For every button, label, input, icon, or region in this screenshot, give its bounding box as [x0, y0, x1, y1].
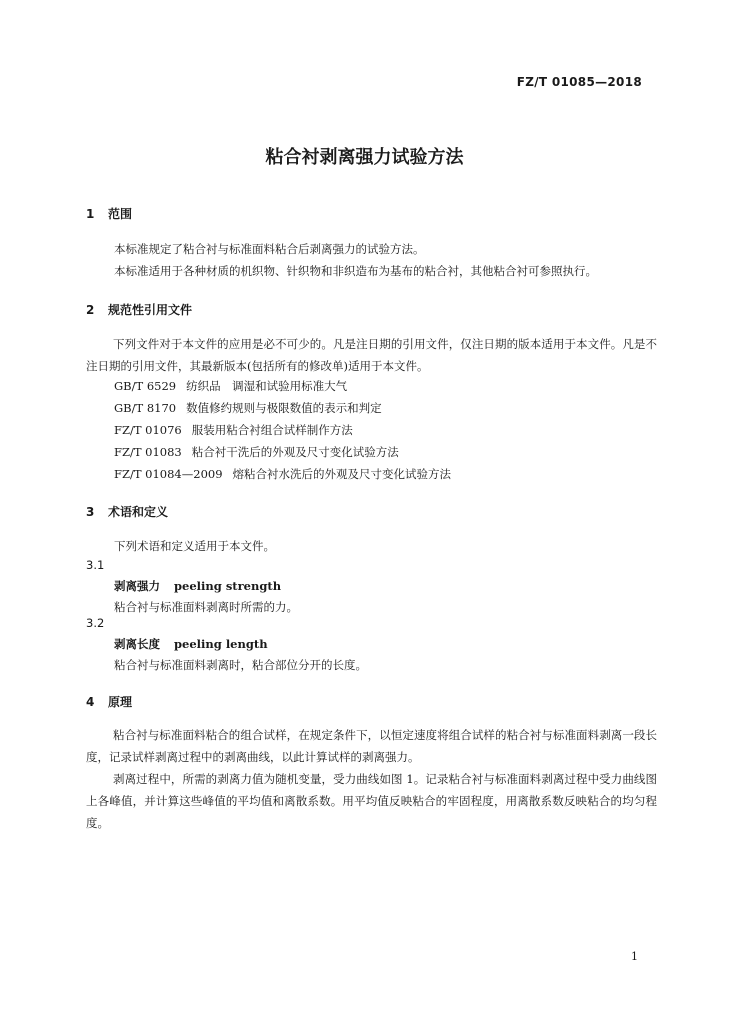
- references-intro: 下列文件对于本文件的应用是必不可少的。凡是注日期的引用文件，仅注日期的版本适用于本文件。凡是不注日期的引用文件，其最新版本(包括所有的修改单)适用于本文件。: [86, 337, 657, 373]
- principle-paragraph-1: 粘合衬与标准面料粘合的组合试样，在规定条件下，以恒定速度将组合试样的粘合衬与标准面料剥离一段长度，记录试样剥离过程中的剥离曲线，以此计算试样的剥离强力。: [86, 728, 657, 764]
- reference-title: 数值修约规则与极限数值的表示和判定: [186, 401, 382, 415]
- term-number: 3.1: [86, 558, 105, 572]
- page-title: 粘合衬剥离强力试验方法: [265, 147, 464, 168]
- section-number: 3: [86, 505, 95, 519]
- section-4-heading: [86, 693, 132, 710]
- reference-title: 熔粘合衬水洗后的外观及尺寸变化试验方法: [232, 467, 452, 481]
- scope-line-2: 本标准适用于各种材质的机织物、针织物和非织造布为基布的粘合衬，其他粘合衬可参照执行。: [114, 264, 597, 278]
- scope-line-1: 本标准规定了粘合衬与标准面料粘合后剥离强力的试验方法。: [114, 242, 425, 256]
- reference-code: FZ/T 01083: [114, 445, 182, 459]
- page-number: 1: [631, 950, 638, 963]
- standard-number: FZ/T 01085—2018: [516, 75, 642, 89]
- term-number: 3.2: [86, 616, 105, 630]
- principle-paragraph-2: 剥离过程中，所需的剥离力值为随机变量，受力曲线如图 1。记录粘合衬与标准面料剥离过程中受力曲线图上各峰值，并计算这些峰值的平均值和离散系数。用平均值反映粘合的牢固程度，用离散系数反映粘合的均匀程度。: [86, 772, 657, 830]
- terms-intro: 下列术语和定义适用于本文件。: [114, 539, 275, 553]
- term-entry: [114, 578, 281, 594]
- reference-item: [114, 400, 382, 416]
- section-title: 术语和定义: [108, 505, 169, 519]
- section-3-heading: [86, 503, 168, 520]
- section-title: 原理: [108, 695, 133, 709]
- reference-item: [114, 378, 347, 394]
- section-title: 范围: [108, 207, 133, 221]
- reference-code: GB/T 6529: [114, 379, 177, 393]
- section-number: 1: [86, 207, 95, 221]
- reference-title: 服装用粘合衬组合试样制作方法: [191, 423, 353, 437]
- reference-item: [114, 444, 399, 460]
- reference-code: FZ/T 01084—2009: [114, 467, 223, 481]
- reference-code: GB/T 8170: [114, 401, 177, 415]
- term-en: peeling strength: [174, 579, 282, 593]
- section-1-heading: [86, 205, 132, 222]
- term-zh: 剥离强力: [114, 579, 160, 593]
- term-definition: 粘合衬与标准面料剥离时，粘合部位分开的长度。: [114, 658, 367, 672]
- term-definition: 粘合衬与标准面料剥离时所需的力。: [114, 600, 298, 614]
- section-title: 规范性引用文件: [108, 303, 193, 317]
- section-2-heading: [86, 301, 192, 318]
- term-entry: [114, 636, 268, 652]
- reference-item: [114, 422, 353, 438]
- section-number: 2: [86, 303, 95, 317]
- term-zh: 剥离长度: [114, 637, 160, 651]
- reference-code: FZ/T 01076: [114, 423, 182, 437]
- reference-title: 纺织品 调湿和试验用标准大气: [186, 379, 348, 393]
- section-number: 4: [86, 695, 95, 709]
- reference-item: [114, 466, 451, 482]
- reference-title: 粘合衬干洗后的外观及尺寸变化试验方法: [191, 445, 399, 459]
- term-en: peeling length: [174, 637, 268, 651]
